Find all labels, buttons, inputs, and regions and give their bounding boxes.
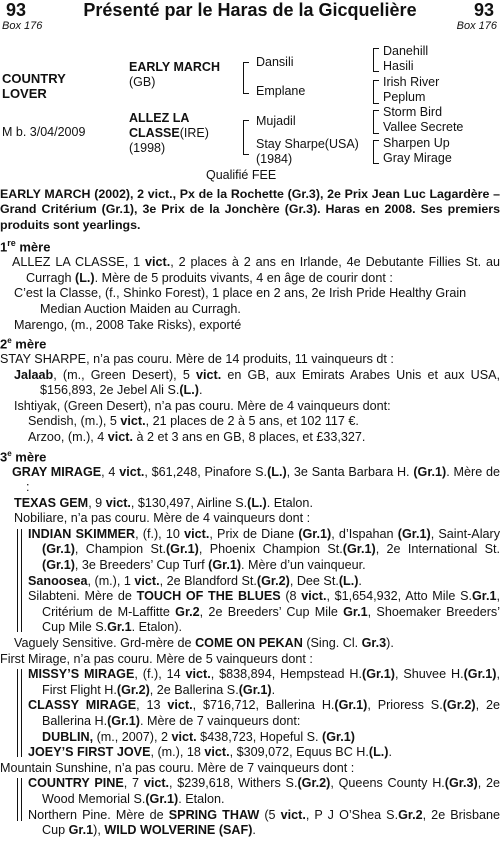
group [0,667,500,761]
entry: Sanoosea, (m.), 1 vict., 2e Blandford St.(Gr.2), Dee St.(L.). [28,573,362,588]
group [0,527,500,636]
entry: ALLEZ LA CLASSE, 1 vict., 2 places à 2 ans en Irlande, 4e Debutante Fillies St. au Curragh (L.). Mère de 5 produits vivants, 4 en âge de courir dont : [12,255,500,285]
margin-rule [17,669,22,757]
great-grandparents: Danehill Hasili Irish River Peplum Storm Bird Vallee Secrete Sharpen Up Gray Mirage [383,44,464,166]
entry: Ishtiyak, (Green Desert), n’a pas couru. Mère de 4 vainqueurs dont: [14,398,391,413]
sire: EARLY MARCH (GB) [129,60,220,89]
bracket [373,48,379,72]
pedigree-notes [0,187,500,839]
entry: Mountain Sunshine, n’a pas couru. Mère de 7 vainqueurs dont : [0,760,355,775]
bracket [373,80,379,104]
section-heading: 1re mère [0,238,51,255]
section-heading: 3e mère [0,448,47,464]
entry: MISSY’S MIRAGE, (f.), 14 vict., $838,894, Hempstead H.(Gr.1), Shuvee H.(Gr.1), First Flight H.(Gr.2), 2e Ballerina S.(Gr.1). [28,667,500,697]
entry: Northern Pine. Mère de SPRING THAW (5 vict., P J O’Shea S.Gr.2, 2e Brisbane Cup Gr.1), WILD WOLVERINE (SAF). [28,807,500,838]
entry: Silabteni. Mère de TOUCH OF THE BLUES (8 vict., $1,654,932, Atto Mile S.Gr.1, Critérium de M-Laffitte Gr.2, 2e Breeders’ Cup Mile Gr.1, Shoemaker Breeders’ Cup Mile S.Gr.1. Etalon). [28,589,500,635]
sire-dam: Emplane [256,84,306,98]
margin-rule [17,778,22,820]
bracket [373,140,379,164]
margin-rule [17,529,22,632]
dam: ALLEZ LA CLASSE(IRE) (1998) [129,111,209,155]
entry: Vaguely Sensitive. Grd-mère de COME ON PEKAN (Sing. Cl. Gr.3). [14,636,394,651]
bracket [243,62,249,94]
entry: Nobiliare, n’a pas couru. Mère de 4 vainqueurs dont : [14,511,311,526]
entry: CLASSY MIRAGE, 13 vict., $716,712, Ballerina H.(Gr.1), Prioress S.(Gr.2), 2e Ballerina H.(Gr.1). Mère de 7 vainqueurs dont: [28,698,500,729]
entry: COUNTRY PINE, 7 vict., $239,618, Withers S.(Gr.2), Queens County H.(Gr.3), 2e Wood Memorial S.(Gr.1). Etalon. [28,776,500,806]
entry: TEXAS GEM, 9 vict., $130,497, Airline S.(L.). Etalon. [14,495,313,510]
horse-name: COUNTRY LOVER [2,71,66,101]
qualification: Qualifié FEE [206,168,277,182]
entry: Sendish, (m.), 5 vict., 21 places de 2 à 5 ans, et 102 117 €. [28,414,359,429]
sire-intro: EARLY MARCH (2002), 2 vict., Px de la Rochette (Gr.3), 2e Prix Jean Luc Lagardère – Grand Critérium (Gr.1), 3e Prix de la Jonchère (Gr.3). Haras en 2008. Ses premiers produits sont yearlings. [0,187,500,232]
box-right: Box 176 [456,20,497,32]
sire-sire: Dansili [256,55,294,69]
bracket [243,120,249,155]
entry: Arzoo, (m.), 4 vict. à 2 et 3 ans en GB, 8 places, et £33,327. [28,430,366,444]
entry: JOEY’S FIRST JOVE, (m.), 18 vict., $309,072, Equus BC H.(L.). [28,745,392,760]
horse-birth: M b. 3/04/2009 [2,125,86,139]
dam-dam: Stay Sharpe(USA) (1984) [256,137,359,166]
entry: GRAY MIRAGE, 4 vict., $61,248, Pinafore S.(L.), 3e Santa Barbara H. (Gr.1). Mère de : [12,464,500,495]
entry: DUBLIN, (m., 2007), 2 vict. $438,723, Hopeful S. (Gr.1) [42,729,355,744]
dam-sire: Mujadil [256,114,296,128]
consignor-title: Présenté par le Haras de la Gicquelière [83,0,417,20]
entry: Marengo, (m., 2008 Take Risks), exporté [14,317,242,332]
lot-number-right: 93 [473,0,494,20]
lot-number-left: 93 [6,0,27,20]
entry: STAY SHARPE, n’a pas couru. Mère de 14 produits, 11 vainqueurs dt : [0,352,394,367]
entry: Jalaab, (m., Green Desert), 5 vict. en GB, aux Emirats Arabes Unis et aux USA, $156,893, 2e Jebel Ali S.(L.). [14,367,500,398]
entry: First Mirage, n’a pas couru. Mère de 5 vainqueurs dont : [0,651,313,666]
section-heading: 2e mère [0,336,47,352]
entry: C’est la Classe, (f., Shinko Forest), 1 place en 2 ans, 2e Irish Pride Healthy Grain Median Auction Maiden au Curragh. [14,286,467,316]
group [0,776,500,838]
entry: INDIAN SKIMMER, (f.), 10 vict., Prix de Diane (Gr.1), d’Ispahan (Gr.1), Saint-Alary (Gr.1), Champion St.(Gr.1), Phoenix Champion St.(Gr.1), 2e International St.(Gr.1), 3e Breeders’ Cup Turf (Gr.1). Mère d’un vainqueur. [28,526,500,573]
bracket [373,110,379,134]
box-left: Box 176 [2,20,43,32]
